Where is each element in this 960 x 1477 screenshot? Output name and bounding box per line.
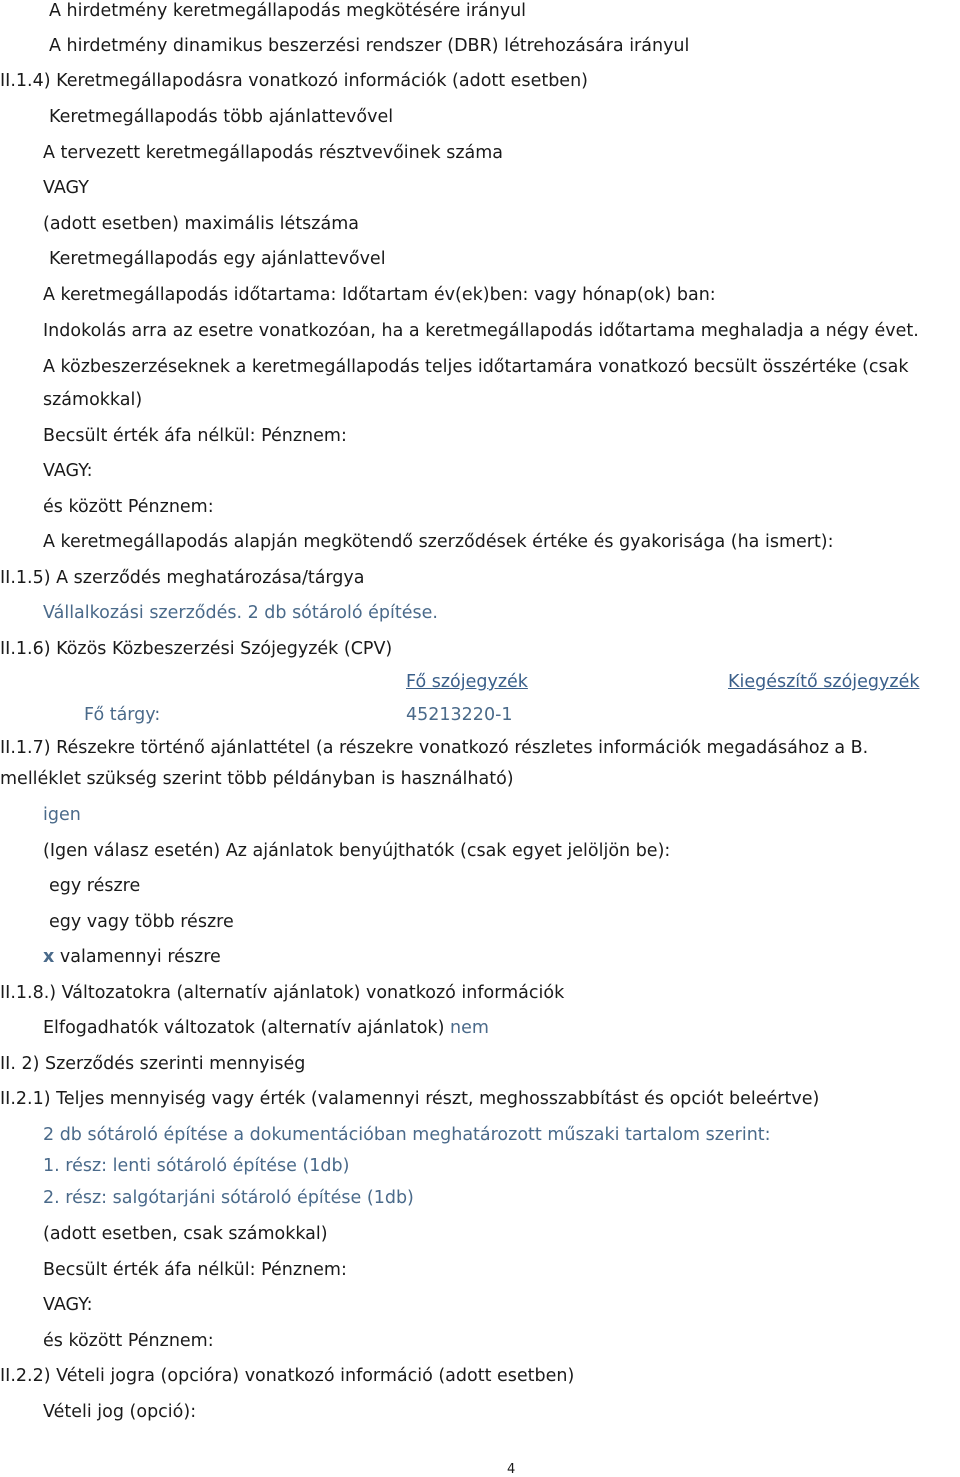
option-label: valamennyi részre: [59, 947, 221, 967]
selected-mark: x: [43, 947, 55, 967]
option-line: egy részre: [49, 876, 141, 896]
page-number: 4: [507, 1462, 516, 1477]
variants-label: Elfogadhatók változatok (alternatív ajánlatok): [43, 1018, 445, 1038]
cpv-supplementary-header: Kiegészítő szójegyzék: [728, 672, 920, 692]
text-line: Becsült érték áfa nélkül: Pénznem:: [43, 426, 347, 446]
cpv-main-header: Fő szójegyzék: [406, 672, 528, 692]
section-heading: II. 2) Szerződés szerinti mennyiség: [0, 1054, 306, 1074]
section-heading: II.1.7) Részekre történő ajánlattétel (a részekre vonatkozó részletes információk megadásához a B.: [0, 738, 869, 758]
text-line: (adott esetben) maximális létszáma: [43, 214, 359, 234]
text-line: (Igen válasz esetén) Az ajánlatok benyújthatók (csak egyet jelöljön be):: [43, 841, 671, 861]
text-line: A hirdetmény keretmegállapodás megkötésére irányul: [49, 1, 527, 21]
text-line: (adott esetben, csak számokkal): [43, 1224, 328, 1244]
quantity-value: 2 db sótároló építése a dokumentációban meghatározott műszaki tartalom szerint:: [43, 1125, 771, 1145]
text-line: [43, 1017, 489, 1039]
text-line: A közbeszerzéseknek a keretmegállapodás teljes időtartamára vonatkozó becsült összértéke (csak: [43, 357, 909, 377]
text-line: Indokolás arra az esetre vonatkozóan, ha a keretmegállapodás időtartama meghaladja a négy évet.: [43, 321, 919, 341]
option-line: egy vagy több részre: [49, 912, 234, 932]
part-line: 2. rész: salgótarjáni sótároló építése (1db): [43, 1188, 414, 1208]
text-line: számokkal): [43, 390, 143, 410]
section-heading: II.1.8.) Változatokra (alternatív ajánlatok) vonatkozó információk: [0, 983, 565, 1003]
text-line: A hirdetmény dinamikus beszerzési rendszer (DBR) létrehozására irányul: [49, 36, 690, 56]
text-line: és között Pénznem:: [43, 1331, 214, 1351]
text-line: és között Pénznem:: [43, 497, 214, 517]
section-heading: II.1.6) Közös Közbeszerzési Szójegyzék (CPV): [0, 639, 393, 659]
contract-subject-value: Vállalkozási szerződés. 2 db sótároló építése.: [43, 603, 438, 623]
part-line: 1. rész: lenti sótároló építése (1db): [43, 1156, 350, 1176]
section-heading: II.2.2) Vételi jogra (opcióra) vonatkozó információ (adott esetben): [0, 1366, 575, 1386]
text-line: A keretmegállapodás alapján megkötendő szerződések értéke és gyakorisága (ha ismert):: [43, 532, 834, 552]
text-line: A keretmegállapodás időtartama: Időtartam év(ek)ben: vagy hónap(ok) ban:: [43, 285, 716, 305]
option-line-selected: [43, 946, 221, 968]
text-line: VAGY:: [43, 461, 93, 481]
section-heading: II.2.1) Teljes mennyiség vagy érték (valamennyi részt, meghosszabbítást és opciót beleértve): [0, 1089, 820, 1109]
text-line: Becsült érték áfa nélkül: Pénznem:: [43, 1260, 347, 1280]
text-line: Keretmegállapodás több ajánlattevővel: [49, 107, 394, 127]
text-line: melléklet szükség szerint több példányban is használható): [0, 769, 514, 789]
text-line: VAGY:: [43, 1295, 93, 1315]
text-line: VAGY: [43, 178, 89, 198]
answer-value: igen: [43, 805, 81, 825]
cpv-code-value: 45213220-1: [406, 705, 513, 725]
text-line: Vételi jog (opció):: [43, 1402, 197, 1422]
text-line: Keretmegállapodás egy ajánlattevővel: [49, 249, 386, 269]
section-heading: II.1.4) Keretmegállapodásra vonatkozó információk (adott esetben): [0, 71, 588, 91]
variants-value: nem: [449, 1018, 489, 1038]
section-heading: II.1.5) A szerződés meghatározása/tárgya: [0, 568, 365, 588]
cpv-subject-label: Fő tárgy:: [84, 705, 161, 725]
text-line: A tervezett keretmegállapodás résztvevőinek száma: [43, 143, 503, 163]
